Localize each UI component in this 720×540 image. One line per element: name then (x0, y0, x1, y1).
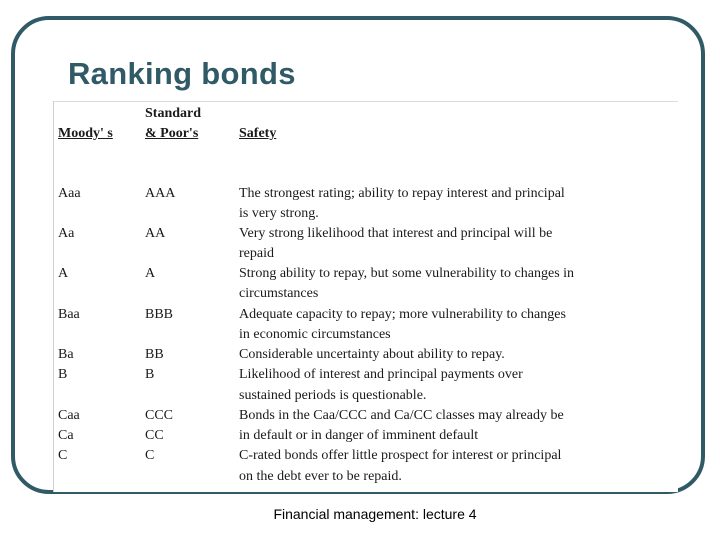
table-top-rule (53, 101, 678, 102)
safety-description: repaid (239, 246, 274, 261)
header-sp-line2: & Poor's (145, 126, 199, 141)
moodys-rating: Ca (58, 428, 74, 443)
safety-description: Adequate capacity to repay; more vulnerability to changes (239, 307, 566, 322)
moodys-rating: Aaa (58, 186, 81, 201)
moodys-rating: C (58, 448, 68, 463)
safety-description: Very strong likelihood that interest and principal will be (239, 226, 553, 241)
slide-footer: Financial management: lecture 4 (273, 506, 477, 522)
safety-description: The strongest rating; ability to repay interest and principal (239, 186, 565, 201)
slide-title: Ranking bonds (68, 56, 296, 91)
moodys-rating: Caa (58, 408, 80, 423)
safety-description: circumstances (239, 286, 319, 301)
sp-rating: CCC (145, 408, 174, 423)
safety-description: C-rated bonds offer little prospect for interest or principal (239, 448, 562, 463)
moodys-rating: Aa (58, 226, 75, 241)
sp-rating: AAA (145, 186, 176, 201)
table-left-rule (53, 101, 54, 492)
sp-rating: B (145, 367, 155, 382)
sp-rating: AA (145, 226, 166, 241)
moodys-rating: B (58, 367, 68, 382)
safety-description: in economic circumstances (239, 327, 391, 342)
sp-rating: C (145, 448, 155, 463)
sp-rating: CC (145, 428, 164, 443)
moodys-rating: Ba (58, 347, 74, 362)
sp-rating: A (145, 266, 156, 281)
header-moodys: Moody' s (58, 126, 113, 141)
safety-description: sustained periods is questionable. (239, 388, 427, 403)
sp-rating: BBB (145, 307, 174, 322)
safety-description: is very strong. (239, 206, 319, 221)
sp-rating: BB (145, 347, 164, 362)
safety-description: in default or in danger of imminent default (239, 428, 479, 443)
moodys-rating: Baa (58, 307, 80, 322)
header-safety: Safety (239, 126, 277, 141)
header-sp-line1: Standard (145, 106, 202, 121)
safety-description: Bonds in the Caa/CCC and Ca/CC classes may already be (239, 408, 564, 423)
safety-description: on the debt ever to be repaid. (239, 469, 402, 484)
safety-description: Strong ability to repay, but some vulnerability to changes in (239, 266, 575, 281)
safety-description: Likelihood of interest and principal payments over (239, 367, 523, 382)
moodys-rating: A (58, 266, 69, 281)
safety-description: Considerable uncertainty about ability to repay. (239, 347, 505, 362)
bond-ratings-table (53, 101, 678, 492)
